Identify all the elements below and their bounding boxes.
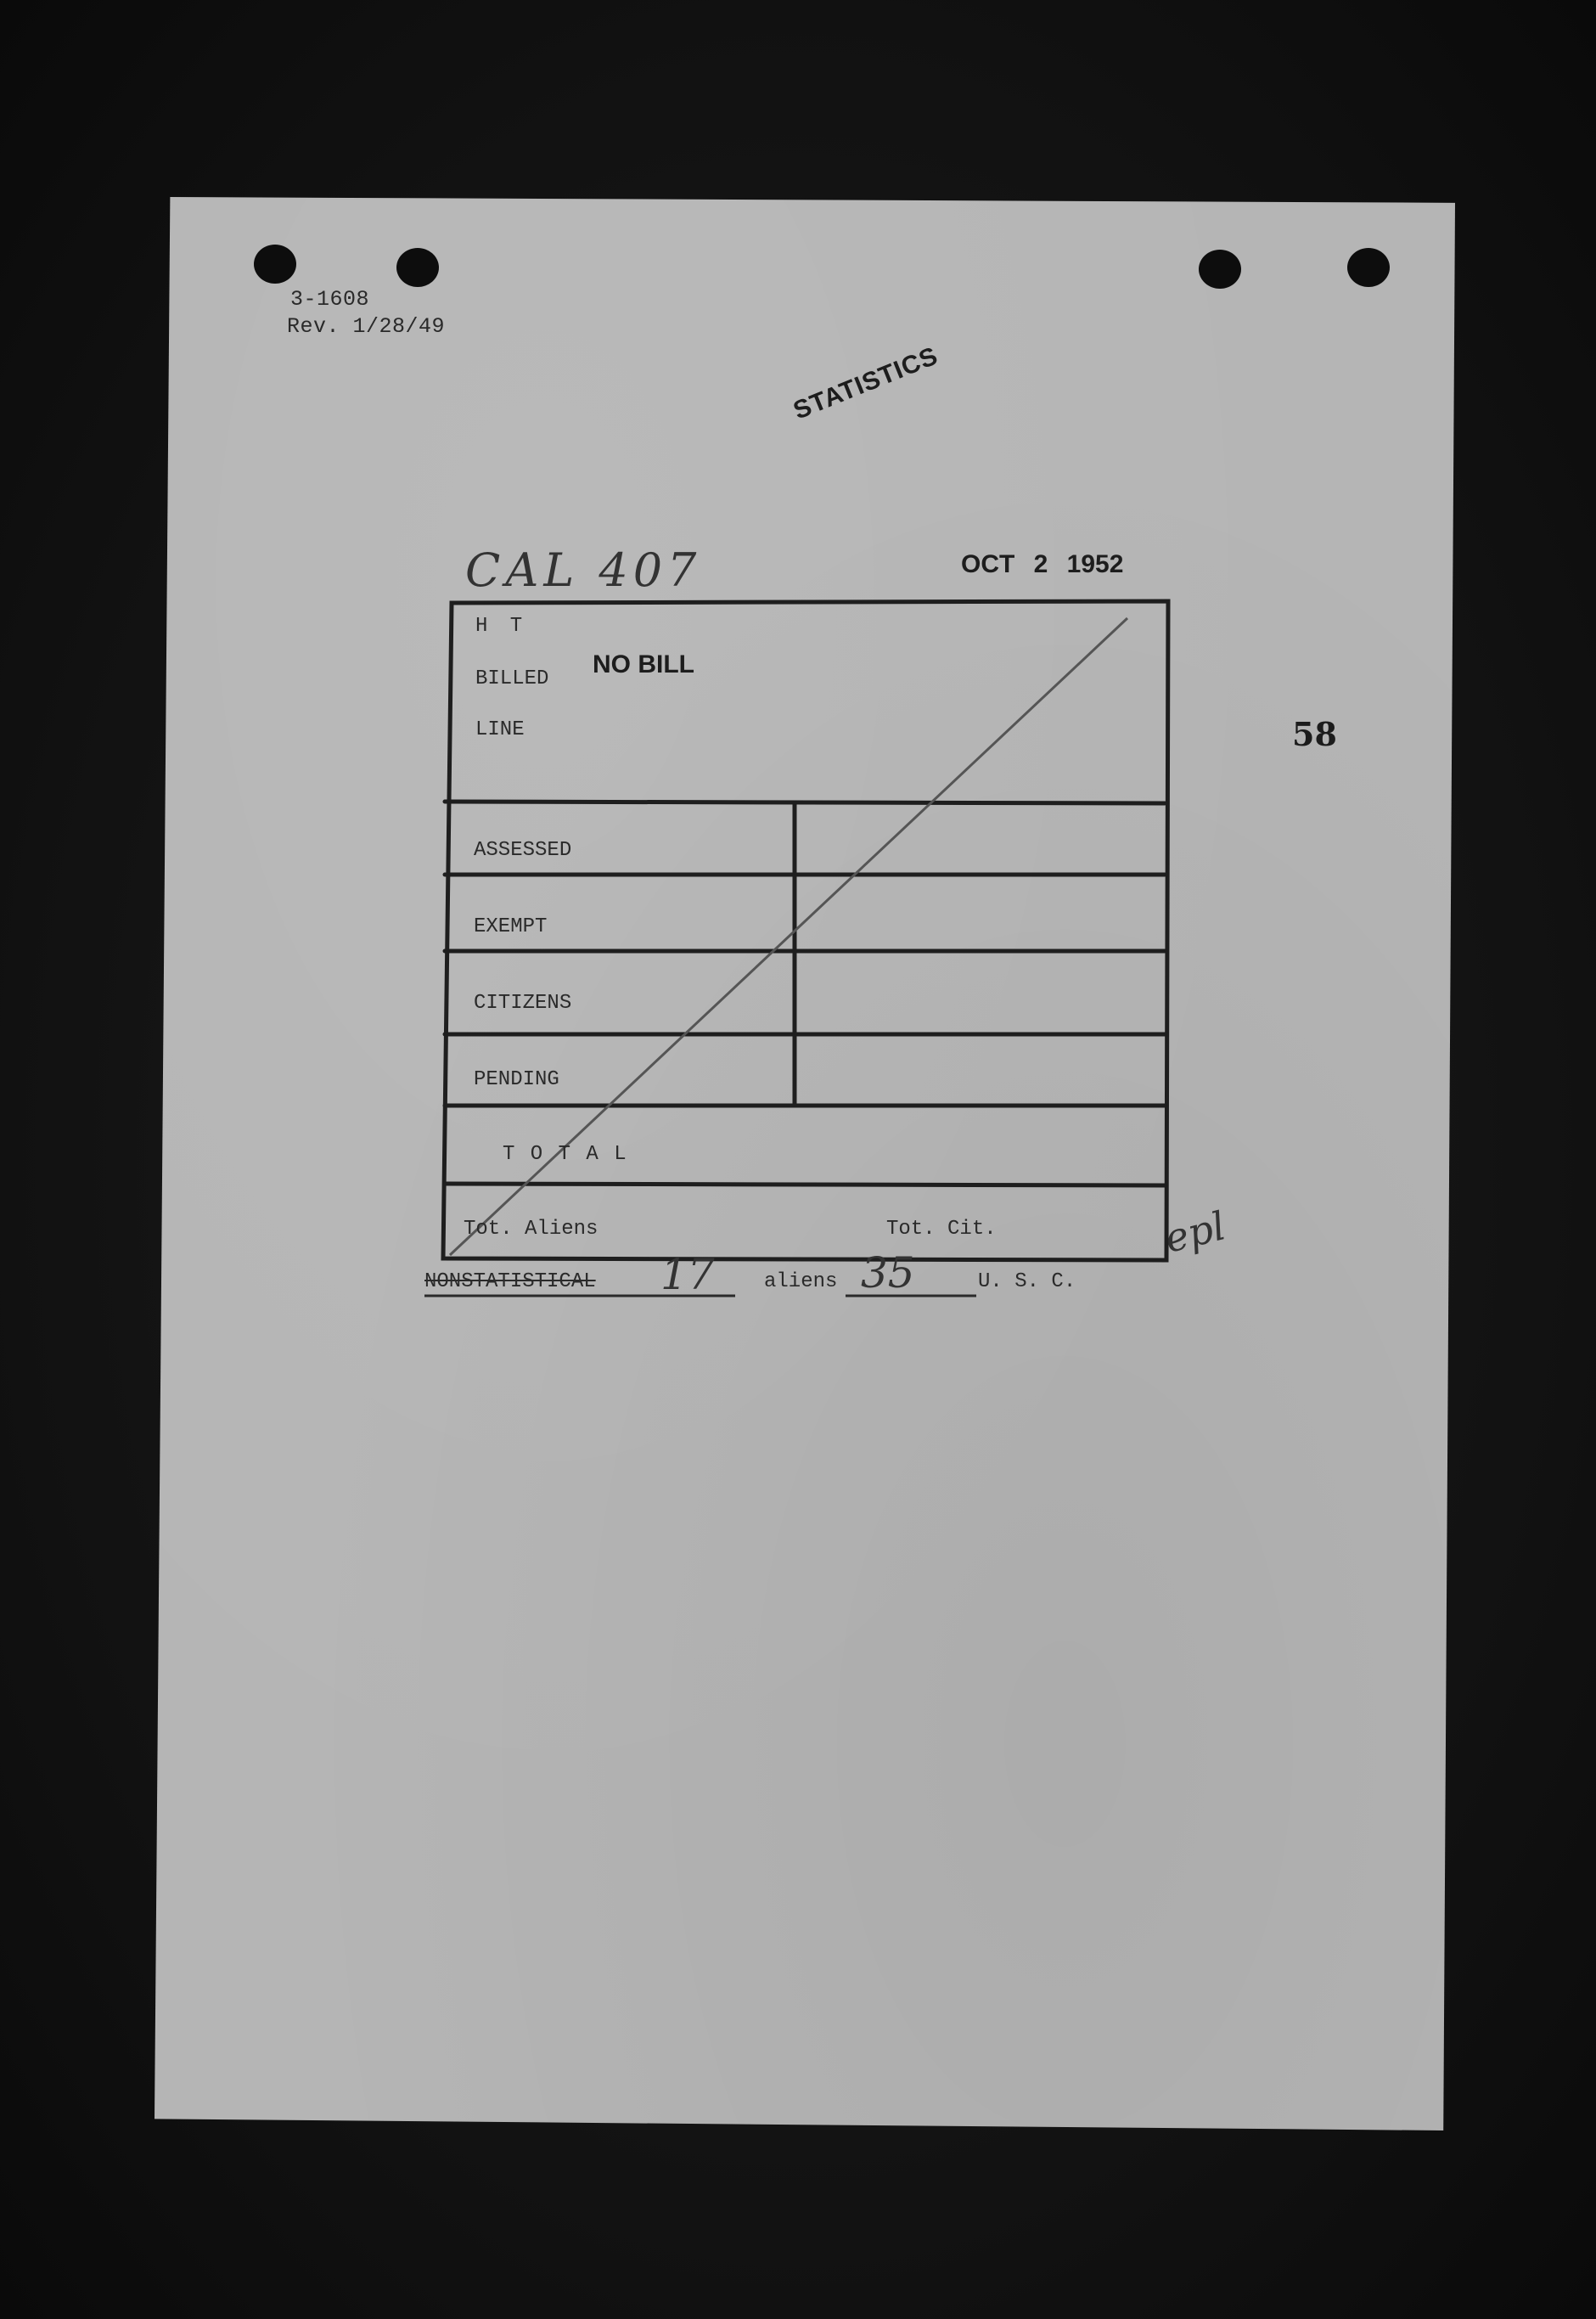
row-citizens: CITIZENS [474, 992, 572, 1015]
table-divider [445, 1184, 1166, 1185]
aliens-count: 17 [660, 1250, 715, 1299]
row-exempt: EXEMPT [474, 915, 548, 938]
usc-label: U. S. C. [978, 1270, 1076, 1293]
row-assessed: ASSESSED [474, 839, 572, 862]
statistics-stamp: STATISTICS [790, 341, 942, 425]
page-number: 58 [1292, 715, 1337, 753]
tot-cit-label: Tot. Cit. [886, 1218, 997, 1241]
header-ht: H T [475, 615, 528, 638]
row-pending: PENDING [474, 1068, 559, 1091]
no-bill-stamp: NO BILL [593, 650, 694, 678]
tot-aliens-label: Tot. Aliens [464, 1218, 598, 1241]
initials: epl [1160, 1202, 1230, 1262]
usc-count: 35 [861, 1248, 915, 1297]
nonstatistical-label: NONSTATISTICAL [424, 1270, 596, 1293]
table-divider [445, 802, 1165, 803]
header-billed: BILLED [475, 667, 549, 690]
form-number: 3-1608 [290, 287, 370, 312]
row-total: T O T A L [503, 1143, 628, 1166]
date-stamp: OCT 2 1952 [961, 550, 1124, 578]
header-line: LINE [475, 718, 525, 741]
aliens-label: aliens [764, 1270, 838, 1293]
form-revision: Rev. 1/28/49 [287, 314, 446, 339]
cal-number: CAL 407 [465, 543, 702, 597]
